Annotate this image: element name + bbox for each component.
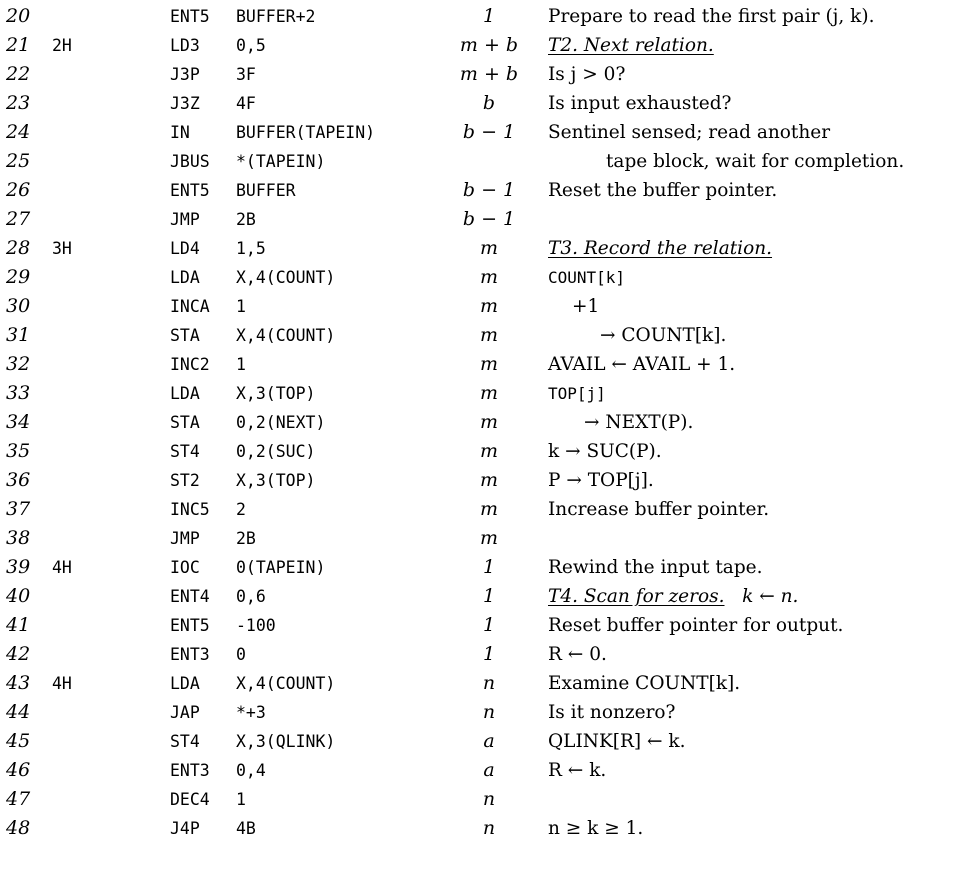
remark-text: → NEXT(P). — [584, 412, 694, 433]
location-label — [52, 118, 122, 147]
remark: Is it nonzero? — [548, 702, 676, 723]
address-field: 0,2(NEXT) — [236, 413, 326, 432]
location-label — [52, 176, 122, 205]
opcode: DEC4 — [170, 790, 210, 809]
line-number: 36 — [6, 469, 31, 491]
remark: Is input exhausted? — [548, 93, 732, 114]
listing-line — [0, 2, 954, 31]
line-number: 29 — [6, 266, 31, 288]
listing-line — [0, 408, 954, 437]
execution-count: m — [479, 295, 499, 317]
address-field: BUFFER — [236, 181, 296, 200]
address-field: 1 — [236, 297, 246, 316]
line-number: 41 — [6, 614, 31, 636]
opcode: ENT5 — [170, 7, 210, 26]
remark — [548, 292, 952, 321]
location-label — [52, 205, 122, 234]
remark: AVAIL ← AVAIL + 1. — [548, 354, 736, 375]
opcode: LD3 — [170, 36, 200, 55]
location-label — [52, 785, 122, 814]
remark: R ← 0. — [548, 644, 607, 665]
address-field: -100 — [236, 616, 276, 635]
listing-line — [0, 379, 954, 408]
line-number: 27 — [6, 208, 31, 230]
address-field: 4F — [236, 94, 256, 113]
line-number: 44 — [6, 701, 31, 723]
opcode: LDA — [170, 674, 200, 693]
listing-line — [0, 727, 954, 756]
address-field: 2 — [236, 500, 246, 519]
listing-line — [0, 640, 954, 669]
address-field: 0,2(SUC) — [236, 442, 316, 461]
remark-text: +1 — [572, 296, 600, 317]
location-label: 3H — [52, 239, 72, 258]
line-number: 24 — [6, 121, 31, 143]
execution-count: a — [483, 759, 495, 781]
address-field: X,4(COUNT) — [236, 674, 336, 693]
location-label — [52, 640, 122, 669]
line-number: 39 — [6, 556, 31, 578]
address-field: 2B — [236, 529, 256, 548]
remark: QLINK[R] ← k. — [548, 731, 686, 752]
line-number: 30 — [6, 295, 31, 317]
remark — [548, 205, 952, 234]
location-label — [52, 292, 122, 321]
execution-count: m — [479, 411, 499, 433]
execution-count: 1 — [482, 585, 496, 607]
line-number: 45 — [6, 730, 31, 752]
remark-text: tape block, wait for completion. — [606, 151, 905, 172]
listing-line — [0, 582, 954, 611]
opcode: ENT5 — [170, 616, 210, 635]
execution-count: b − 1 — [462, 208, 516, 230]
listing-line — [0, 553, 954, 582]
address-field: 1 — [236, 355, 246, 374]
remark: k → SUC(P). — [548, 441, 662, 462]
opcode: JMP — [170, 529, 200, 548]
listing-line — [0, 176, 954, 205]
opcode: INCA — [170, 297, 210, 316]
listing-line — [0, 234, 954, 263]
listing-line — [0, 669, 954, 698]
opcode: ENT3 — [170, 761, 210, 780]
location-label — [52, 60, 122, 89]
listing-line — [0, 321, 954, 350]
opcode: ST4 — [170, 732, 200, 751]
location-label — [52, 379, 122, 408]
remark — [548, 379, 952, 408]
address-field: 0(TAPEIN) — [236, 558, 326, 577]
line-number: 34 — [6, 411, 31, 433]
address-field: BUFFER+2 — [236, 7, 316, 26]
execution-count: n — [482, 701, 496, 723]
remark — [548, 524, 952, 553]
line-number: 48 — [6, 817, 31, 839]
opcode: J4P — [170, 819, 200, 838]
listing-line — [0, 814, 954, 843]
location-label — [52, 350, 122, 379]
execution-count: 1 — [482, 5, 496, 27]
opcode: ENT5 — [170, 181, 210, 200]
line-number: 21 — [6, 34, 31, 56]
remark-text: → COUNT[k]. — [600, 325, 727, 346]
location-label — [52, 611, 122, 640]
execution-count: m — [479, 527, 499, 549]
remark: Prepare to read the first pair (j, k). — [548, 6, 875, 27]
step-heading-text: T2. Next relation. — [548, 35, 714, 56]
line-number: 42 — [6, 643, 31, 665]
execution-count: a — [483, 730, 495, 752]
listing-line — [0, 756, 954, 785]
execution-count: b − 1 — [462, 179, 516, 201]
line-number: 47 — [6, 788, 31, 810]
address-field: 0,6 — [236, 587, 266, 606]
listing-line — [0, 350, 954, 379]
listing-line — [0, 60, 954, 89]
opcode: INC2 — [170, 355, 210, 374]
location-label — [52, 321, 122, 350]
address-field: X,4(COUNT) — [236, 268, 336, 287]
opcode: STA — [170, 326, 200, 345]
address-field: 2B — [236, 210, 256, 229]
listing-line — [0, 89, 954, 118]
opcode: J3Z — [170, 94, 200, 113]
location-label — [52, 814, 122, 843]
opcode: LDA — [170, 268, 200, 287]
remark — [548, 321, 952, 350]
location-label: 2H — [52, 36, 72, 55]
remark — [548, 785, 952, 814]
execution-count: m + b — [459, 34, 519, 56]
execution-count: 1 — [482, 556, 496, 578]
step-heading-text: T4. Scan for zeros. — [548, 586, 725, 607]
opcode: J3P — [170, 65, 200, 84]
address-field: 0,4 — [236, 761, 266, 780]
listing-line — [0, 437, 954, 466]
location-label — [52, 437, 122, 466]
address-field: 0 — [236, 645, 246, 664]
opcode: JMP — [170, 210, 200, 229]
line-number: 38 — [6, 527, 31, 549]
address-field: X,3(TOP) — [236, 471, 316, 490]
location-label — [52, 582, 122, 611]
opcode: LDA — [170, 384, 200, 403]
opcode: ENT3 — [170, 645, 210, 664]
listing-line — [0, 785, 954, 814]
listing-line — [0, 118, 954, 147]
remark: R ← k. — [548, 760, 607, 781]
line-number: 40 — [6, 585, 31, 607]
address-field: 1 — [236, 790, 246, 809]
location-label: 4H — [52, 674, 72, 693]
opcode: ST4 — [170, 442, 200, 461]
opcode: IOC — [170, 558, 200, 577]
line-number: 46 — [6, 759, 31, 781]
location-label — [52, 495, 122, 524]
address-field: 1,5 — [236, 239, 266, 258]
address-field: X,4(COUNT) — [236, 326, 336, 345]
line-number: 20 — [6, 5, 31, 27]
line-number: 32 — [6, 353, 31, 375]
execution-count: m — [479, 469, 499, 491]
remark: Reset the buffer pointer. — [548, 180, 778, 201]
opcode: JBUS — [170, 152, 210, 171]
opcode: ENT4 — [170, 587, 210, 606]
remark: P → TOP[j]. — [548, 470, 654, 491]
remark: Reset buffer pointer for output. — [548, 615, 844, 636]
listing-line — [0, 263, 954, 292]
listing-line — [0, 31, 954, 60]
address-field: BUFFER(TAPEIN) — [236, 123, 376, 142]
location-label — [52, 89, 122, 118]
remark — [548, 408, 952, 437]
location-label: 4H — [52, 558, 72, 577]
location-label — [52, 147, 122, 176]
line-number: 31 — [6, 324, 31, 346]
address-field: 0,5 — [236, 36, 266, 55]
remark — [548, 263, 952, 292]
remark: Is j > 0? — [548, 64, 626, 85]
listing-line — [0, 495, 954, 524]
opcode: JAP — [170, 703, 200, 722]
line-number: 35 — [6, 440, 31, 462]
execution-count: m — [479, 498, 499, 520]
listing-line — [0, 698, 954, 727]
execution-count: m — [479, 382, 499, 404]
execution-count: n — [482, 672, 496, 694]
remark-text: COUNT[k] — [548, 268, 626, 287]
listing-line — [0, 205, 954, 234]
location-label — [52, 408, 122, 437]
line-number: 28 — [6, 237, 31, 259]
listing-line — [0, 524, 954, 553]
remark: n ≥ k ≥ 1. — [548, 818, 644, 839]
line-number: 37 — [6, 498, 31, 520]
opcode: ST2 — [170, 471, 200, 490]
opcode: LD4 — [170, 239, 200, 258]
location-label — [52, 727, 122, 756]
step-heading-text: T3. Record the relation. — [548, 238, 773, 259]
execution-count: n — [482, 817, 496, 839]
execution-count: b — [482, 92, 496, 114]
execution-count: m + b — [459, 63, 519, 85]
execution-count: m — [479, 324, 499, 346]
line-number: 25 — [6, 150, 31, 172]
execution-count: 1 — [482, 643, 496, 665]
line-number: 43 — [6, 672, 31, 694]
remark: Sentinel sensed; read another — [548, 122, 831, 143]
remark: Rewind the input tape. — [548, 557, 763, 578]
execution-count: b − 1 — [462, 121, 516, 143]
line-number: 33 — [6, 382, 31, 404]
execution-count: m — [479, 440, 499, 462]
listing-line — [0, 292, 954, 321]
address-field: *+3 — [236, 703, 266, 722]
opcode: IN — [170, 123, 190, 142]
listing-line — [0, 611, 954, 640]
location-label — [52, 263, 122, 292]
step-heading — [548, 582, 952, 611]
remark-text: k ← n. — [742, 586, 799, 607]
location-label — [52, 2, 122, 31]
listing-line — [0, 147, 954, 176]
remark-text: TOP[j] — [548, 384, 606, 403]
address-field: 3F — [236, 65, 256, 84]
address-field: X,3(QLINK) — [236, 732, 336, 751]
execution-count: m — [479, 237, 499, 259]
opcode: STA — [170, 413, 200, 432]
remark: Examine COUNT[k]. — [548, 673, 741, 694]
execution-count — [430, 147, 548, 176]
location-label — [52, 698, 122, 727]
location-label — [52, 756, 122, 785]
step-heading — [548, 31, 952, 60]
listing-line — [0, 466, 954, 495]
line-number: 23 — [6, 92, 31, 114]
line-number: 22 — [6, 63, 31, 85]
remark-continuation — [548, 147, 952, 176]
address-field: X,3(TOP) — [236, 384, 316, 403]
execution-count: m — [479, 353, 499, 375]
line-number: 26 — [6, 179, 31, 201]
execution-count: 1 — [482, 614, 496, 636]
execution-count: n — [482, 788, 496, 810]
address-field: 4B — [236, 819, 256, 838]
step-heading — [548, 234, 952, 263]
opcode: INC5 — [170, 500, 210, 519]
remark: Increase buffer pointer. — [548, 499, 770, 520]
address-field: *(TAPEIN) — [236, 152, 326, 171]
execution-count: m — [479, 266, 499, 288]
location-label — [52, 466, 122, 495]
location-label — [52, 524, 122, 553]
